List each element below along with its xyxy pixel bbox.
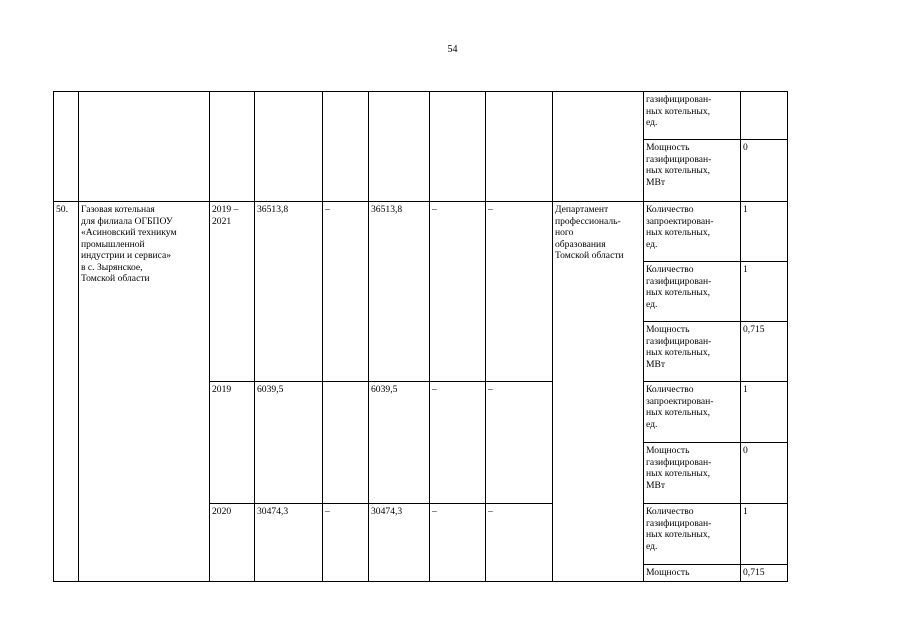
table-row (54, 92, 788, 140)
cell-value: 1 (741, 202, 788, 262)
cell-value (741, 92, 788, 140)
cell-value: 1 (741, 262, 788, 322)
cell-indicator: газифицирован- ных котельных, ед. (644, 92, 741, 140)
cell-years: 2019 (210, 382, 255, 504)
cell-years: 2020 (210, 504, 255, 582)
cell-indicator: Мощность (644, 565, 741, 582)
cell-loc: – (430, 202, 486, 382)
cell-value: 1 (741, 382, 788, 443)
cell-total (255, 92, 323, 202)
cell-value: 0,715 (741, 565, 788, 582)
cell-total: 36513,8 (255, 202, 323, 382)
cell-reg (369, 92, 430, 202)
cell-ext: – (486, 504, 553, 582)
cell-years (210, 92, 255, 202)
cell-num (54, 92, 79, 202)
cell-ext: – (486, 202, 553, 382)
cell-executor (553, 92, 644, 202)
cell-indicator: Количество газифицирован- ных котельных, ед. (644, 504, 741, 565)
cell-indicator: Количество запроектирован- ных котельных, ед. (644, 202, 741, 262)
cell-ext (486, 92, 553, 202)
cell-executor: Департамент профессиональ- ного образования Томской области (553, 202, 644, 582)
cell-total: 30474,3 (255, 504, 323, 582)
cell-loc: – (430, 504, 486, 582)
cell-reg: 36513,8 (369, 202, 430, 382)
cell-value: 0 (741, 443, 788, 504)
cell-reg: 30474,3 (369, 504, 430, 582)
cell-loc (430, 92, 486, 202)
cell-value: 1 (741, 504, 788, 565)
cell-reg: 6039,5 (369, 382, 430, 504)
cell-fed: – (323, 202, 369, 382)
cell-name (79, 92, 210, 202)
cell-loc: – (430, 382, 486, 504)
cell-name: Газовая котельная для филиала ОГБПОУ «Асиновский техникум промышленной индустрии и сервиса» в с. Зырянское, Томской области (79, 202, 210, 582)
table-row (54, 202, 788, 262)
cell-fed (323, 382, 369, 504)
cell-indicator: Количество газифицирован- ных котельных, ед. (644, 262, 741, 322)
cell-indicator: Количество запроектирован- ных котельных, ед. (644, 382, 741, 443)
cell-ext: – (486, 382, 553, 504)
cell-value: 0,715 (741, 322, 788, 382)
cell-indicator: Мощность газифицирован- ных котельных, МВт (644, 322, 741, 382)
cell-fed: – (323, 504, 369, 582)
program-table (53, 91, 788, 582)
cell-num: 50. (54, 202, 79, 582)
page-number: 54 (447, 44, 458, 55)
cell-value: 0 (741, 140, 788, 202)
cell-indicator: Мощность газифицирован- ных котельных, МВт (644, 443, 741, 504)
cell-years: 2019 – 2021 (210, 202, 255, 382)
cell-total: 6039,5 (255, 382, 323, 504)
cell-fed (323, 92, 369, 202)
cell-indicator: Мощность газифицирован- ных котельных, МВт (644, 140, 741, 202)
